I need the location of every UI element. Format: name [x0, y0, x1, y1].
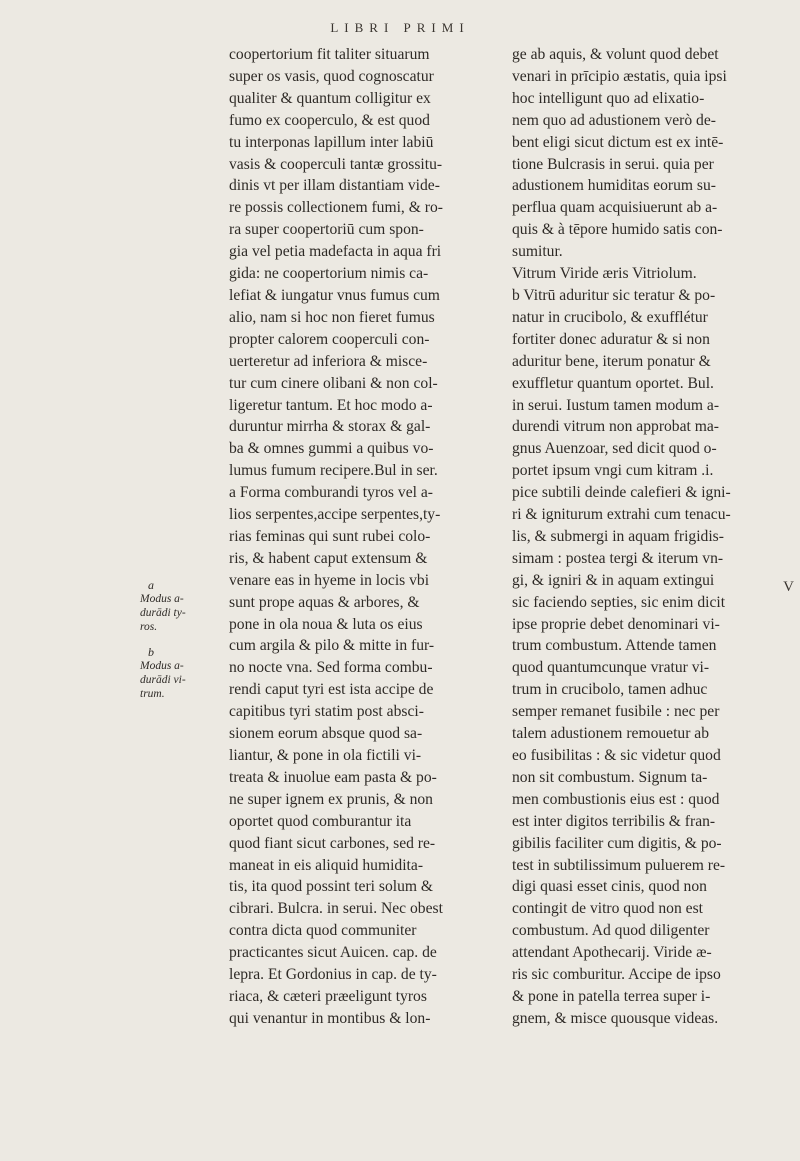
text-line: rendi caput tyri est ista accipe de — [229, 681, 434, 699]
text-line: gi, & igniri & in aquam extingui — [512, 571, 715, 589]
text-line: durendi vitrum non approbat ma- — [512, 418, 719, 436]
text-line: quod fiant sicut carbones, sed re- — [229, 834, 436, 852]
margin-note-b-letter: b — [148, 645, 154, 659]
text-line: capitibus tyri statim post absci- — [229, 703, 424, 721]
text-line: pice subtili deinde calefieri & igni- — [512, 484, 731, 502]
margin-note-line: trum. — [140, 688, 165, 700]
text-line: fumo ex cooperculo, & est quod — [229, 111, 430, 129]
text-line: riaca, & cæteri præeligunt tyros — [229, 987, 427, 1005]
text-line: quis & à tēpore humido satis con- — [512, 221, 723, 239]
text-line: semper remanet fusibile : nec per — [512, 703, 720, 721]
text-line: oportet quod comburantur ita — [229, 812, 412, 830]
text-line: ipse proprie debet denominari vi- — [512, 615, 720, 633]
text-line: digi quasi esset cinis, quod non — [512, 878, 707, 896]
text-line: talem adustionem remouetur ab — [512, 725, 710, 743]
text-line: simam : postea tergi & iterum vn- — [512, 549, 724, 567]
text-line: ligeretur tantum. Et hoc modo a- — [229, 396, 433, 414]
text-line: venare eas in hyeme in locis vbi — [229, 571, 430, 589]
running-header — [0, 20, 800, 36]
text-line: sunt prope aquas & arbores, & — [229, 593, 420, 611]
text-line: re possis collectionem fumi, & ro- — [229, 199, 443, 217]
text-line: sionem eorum absque quod sa- — [229, 725, 423, 743]
text-line: ge ab aquis, & volunt quod debet — [512, 46, 719, 63]
text-line: gnus Auenzoar, sed dicit quod o- — [512, 440, 717, 458]
text-line: aduritur bene, iterum ponatur & — [512, 352, 711, 370]
text-line: vasis & cooperculi tantæ grossitu- — [229, 155, 443, 173]
text-line: attendant Apothecarij. Viride æ- — [512, 944, 712, 962]
text-line: Vitrum Viride æris Vitriolum. — [512, 265, 697, 283]
margin-note-line: Modus a- — [140, 660, 184, 672]
text-line: venari in prīcipio æstatis, quia ipsi — [512, 67, 727, 85]
text-line: tione Bulcrasis in serui. quia per — [512, 155, 714, 173]
text-line: tur cum cinere olibani & non col- — [229, 374, 438, 392]
text-line: dinis vt per illam distantiam vide- — [229, 177, 440, 195]
text-line: maneat in eis aliquid humidita- — [229, 856, 424, 874]
text-line: contra dicta quod communiter — [229, 922, 417, 940]
text-line: est inter digitos terribilis & fran- — [512, 812, 716, 830]
text-line: coopertorium fit taliter situarum — [229, 46, 430, 63]
text-line: cibrari. Bulcra. in serui. Nec obest — [229, 900, 443, 918]
text-line: hoc intelligunt quo ad elixatio- — [512, 89, 705, 107]
text-line: qualiter & quantum colligitur ex — [229, 89, 431, 107]
text-line: tis, ita quod possint teri solum & — [229, 878, 434, 896]
text-line: super os vasis, quod cognoscatur — [229, 67, 434, 85]
text-line: nem quo ad adustionem verò de- — [512, 111, 716, 129]
margin-note-line: durādi vi- — [140, 674, 186, 686]
text-line: & pone in patella terrea super i- — [512, 987, 711, 1005]
text-line: no nocte vna. Sed forma combu- — [229, 659, 433, 677]
margin-note-line: Modus a- — [140, 593, 184, 605]
text-line: natur in crucibolo, & exufflétur — [512, 308, 708, 326]
text-line: tu interponas lapillum inter labiū — [229, 133, 434, 151]
text-line: in serui. Iustum tamen modum a- — [512, 396, 720, 414]
text-line: a Forma comburandi tyros vel a- — [229, 484, 433, 502]
text-line: lepra. Et Gordonius in cap. de ty- — [229, 966, 437, 984]
text-line: quod quantumcunque vratur vi- — [512, 659, 710, 677]
text-line: trum in crucibolo, tamen adhuc — [512, 681, 708, 699]
margin-note-a — [140, 578, 186, 634]
edge-mark: V — [783, 579, 794, 595]
text-line: sumitur. — [512, 243, 563, 261]
right-text-column — [512, 44, 788, 1030]
text-line: b Vitrū aduritur sic teratur & po- — [512, 286, 716, 304]
text-line: fortiter donec aduratur & si non — [512, 330, 710, 348]
left-text-column — [229, 44, 501, 1030]
text-line: eo fusibilitas : & sic videtur quod — [512, 747, 721, 764]
text-line: gibilis faciliter cum digitis, & po- — [512, 834, 722, 852]
text-line: portet ipsum vngi cum kitram .i. — [512, 462, 714, 480]
text-line: cum argila & pilo & mitte in fur- — [229, 637, 435, 655]
text-line: ba & omnes gummi a quibus vo- — [229, 440, 434, 458]
margin-note-line: durādi ty- — [140, 607, 186, 619]
text-line: adustionem humiditas eorum su- — [512, 177, 716, 195]
text-line: lios serpentes,accipe serpentes,ty- — [229, 506, 441, 524]
text-line: qui venantur in montibus & lon- — [229, 1009, 431, 1027]
text-line: practicantes sicut Auicen. cap. de — [229, 944, 437, 962]
text-line: ris sic comburitur. Accipe de ipso — [512, 966, 721, 984]
text-line: exuffletur quantum oportet. Bul. — [512, 374, 714, 392]
margin-note-a-letter: a — [148, 578, 154, 592]
text-line: bent eligi sicut dictum est ex intē- — [512, 133, 724, 151]
text-line: liantur, & pone in ola fictili vi- — [229, 747, 422, 764]
text-line: men combustionis eius est : quod — [512, 790, 720, 808]
text-line: rias feminas qui sunt rubei colo- — [229, 527, 431, 545]
text-line: gida: ne coopertorium nimis ca- — [229, 265, 429, 283]
text-line: sic faciendo septies, sic enim dicit — [512, 593, 726, 611]
text-line: pone in ola noua & luta os eius — [229, 615, 423, 633]
header-text: LIBRI PRIMI — [330, 20, 470, 35]
margin-note-b — [140, 645, 186, 701]
text-line: lefiat & iungatur vnus fumus cum — [229, 286, 440, 304]
text-line: uerteretur ad inferiora & misce- — [229, 352, 428, 370]
text-line: gnem, & misce quousque videas. — [512, 1009, 719, 1027]
text-line: ra super coopertoriū cum spon- — [229, 221, 424, 239]
text-line: trum combustum. Attende tamen — [512, 637, 717, 655]
text-line: lis, & submergi in aquam frigidis- — [512, 527, 724, 545]
text-line: lumus fumum recipere.Bul in ser. — [229, 462, 438, 480]
text-line: alio, nam si hoc non fieret fumus — [229, 308, 435, 326]
text-line: test in subtilissimum puluerem re- — [512, 856, 726, 874]
text-line: perflua quam acquisiuerunt ab a- — [512, 199, 718, 217]
text-line: non sit combustum. Signum ta- — [512, 768, 708, 786]
text-line: propter calorem cooperculi con- — [229, 330, 430, 348]
text-line: ri & igniturum extrahi cum tenacu- — [512, 506, 731, 524]
text-line: ne super ignem ex prunis, & non — [229, 790, 433, 808]
text-line: combustum. Ad quod diligenter — [512, 922, 710, 940]
text-line: duruntur mirrha & storax & gal- — [229, 418, 431, 436]
text-line: treata & inuolue eam pasta & po- — [229, 768, 437, 786]
margin-note-line: ros. — [140, 621, 158, 633]
text-line: ris, & habent caput extensum & — [229, 549, 428, 567]
text-line: gia vel petia madefacta in aqua fri — [229, 243, 442, 261]
text-line: contingit de vitro quod non est — [512, 900, 704, 918]
